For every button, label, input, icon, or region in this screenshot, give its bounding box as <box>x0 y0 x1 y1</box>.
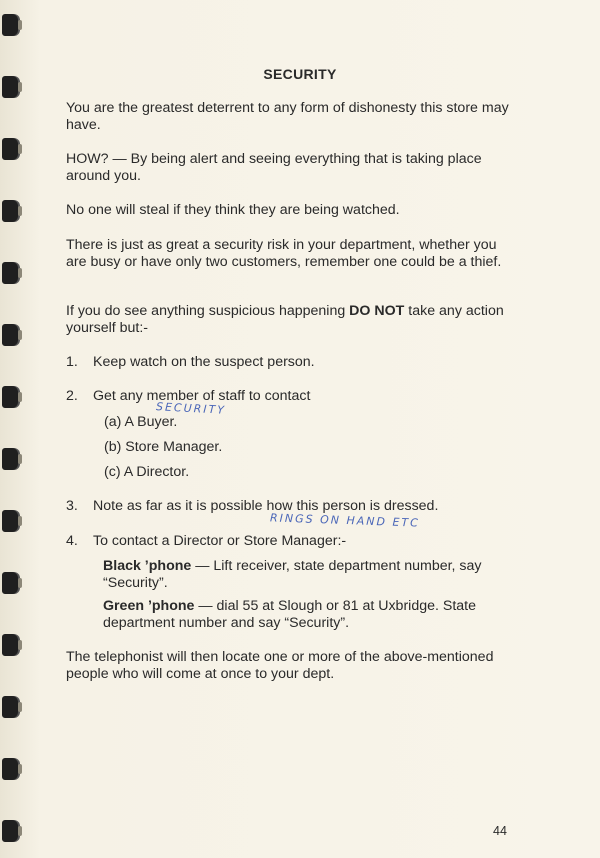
handwritten-rings-note: RINGS ON HAND ETC <box>269 511 421 530</box>
sub-item-store-manager: (b) Store Manager. <box>104 439 223 455</box>
closing-paragraph: The telephonist will then locate one or more of the above-mentioned people who will come at once to your dept. <box>66 649 494 682</box>
binding-ring <box>2 572 18 594</box>
binding-ring <box>2 262 18 284</box>
list-number: 3. <box>66 498 78 514</box>
binding-ring <box>2 448 18 470</box>
binding-ring <box>2 758 18 780</box>
green-phone-label: Green ’phone <box>103 598 195 614</box>
page-title: SECURITY <box>263 66 337 82</box>
page-number: 44 <box>493 824 507 838</box>
list-text: Note as far as it is possible how this person is dressed. <box>93 498 439 514</box>
binding-ring <box>2 14 18 36</box>
binding-hole <box>18 330 22 340</box>
list-text: Keep watch on the suspect person. <box>93 354 315 370</box>
sub-item-buyer: (a) A Buyer. <box>104 414 178 430</box>
binding-ring <box>2 634 18 656</box>
do-not-emphasis: DO NOT <box>349 303 405 319</box>
black-phone-instruction <box>103 558 511 592</box>
binding-hole <box>18 454 22 464</box>
binding-hole <box>18 20 22 30</box>
spiral-binding <box>0 0 26 858</box>
how-paragraph: HOW? — By being alert and seeing everything that is taking place around you. <box>66 151 482 184</box>
sub-item-director: (c) A Director. <box>104 464 190 480</box>
black-phone-text: — Lift receiver, state department number, say “Security”. <box>103 558 482 591</box>
handwritten-security-note: SECURITY <box>155 400 227 417</box>
green-phone-instruction <box>103 598 511 632</box>
binding-ring <box>2 138 18 160</box>
binding-hole <box>18 702 22 712</box>
binding-hole <box>18 578 22 588</box>
list-text: To contact a Director or Store Manager:- <box>93 533 347 549</box>
suspicious-text-start: If you do see anything suspicious happening <box>66 303 350 319</box>
binding-hole <box>18 516 22 526</box>
black-phone-label: Black ’phone <box>103 558 192 574</box>
steal-paragraph: No one will steal if they think they are being watched. <box>66 202 400 218</box>
binding-hole <box>18 826 22 836</box>
binding-hole <box>18 392 22 402</box>
binding-hole <box>18 268 22 278</box>
binding-hole <box>18 206 22 216</box>
list-number: 1. <box>66 354 78 370</box>
list-number: 4. <box>66 533 78 549</box>
binding-hole <box>18 640 22 650</box>
intro-paragraph: You are the greatest deterrent to any form of dishonesty this store may have. <box>66 100 509 133</box>
binding-ring <box>2 820 18 842</box>
binding-hole <box>18 82 22 92</box>
binding-ring <box>2 386 18 408</box>
list-number: 2. <box>66 388 78 404</box>
suspicious-paragraph <box>66 303 512 337</box>
binding-ring <box>2 696 18 718</box>
binding-hole <box>18 144 22 154</box>
binding-hole <box>18 764 22 774</box>
binding-ring <box>2 510 18 532</box>
binding-ring <box>2 324 18 346</box>
risk-paragraph: There is just as great a security risk in your department, whether you are busy or have only two customers, remember one could be a thief. <box>66 237 502 270</box>
suspicious-text-end: take any action yourself but:- <box>66 303 504 336</box>
green-phone-text: — dial 55 at Slough or 81 at Uxbridge. State department number and say “Security”. <box>103 598 477 631</box>
list-text: Get any member of staff to contact <box>93 388 311 404</box>
binding-ring <box>2 200 18 222</box>
